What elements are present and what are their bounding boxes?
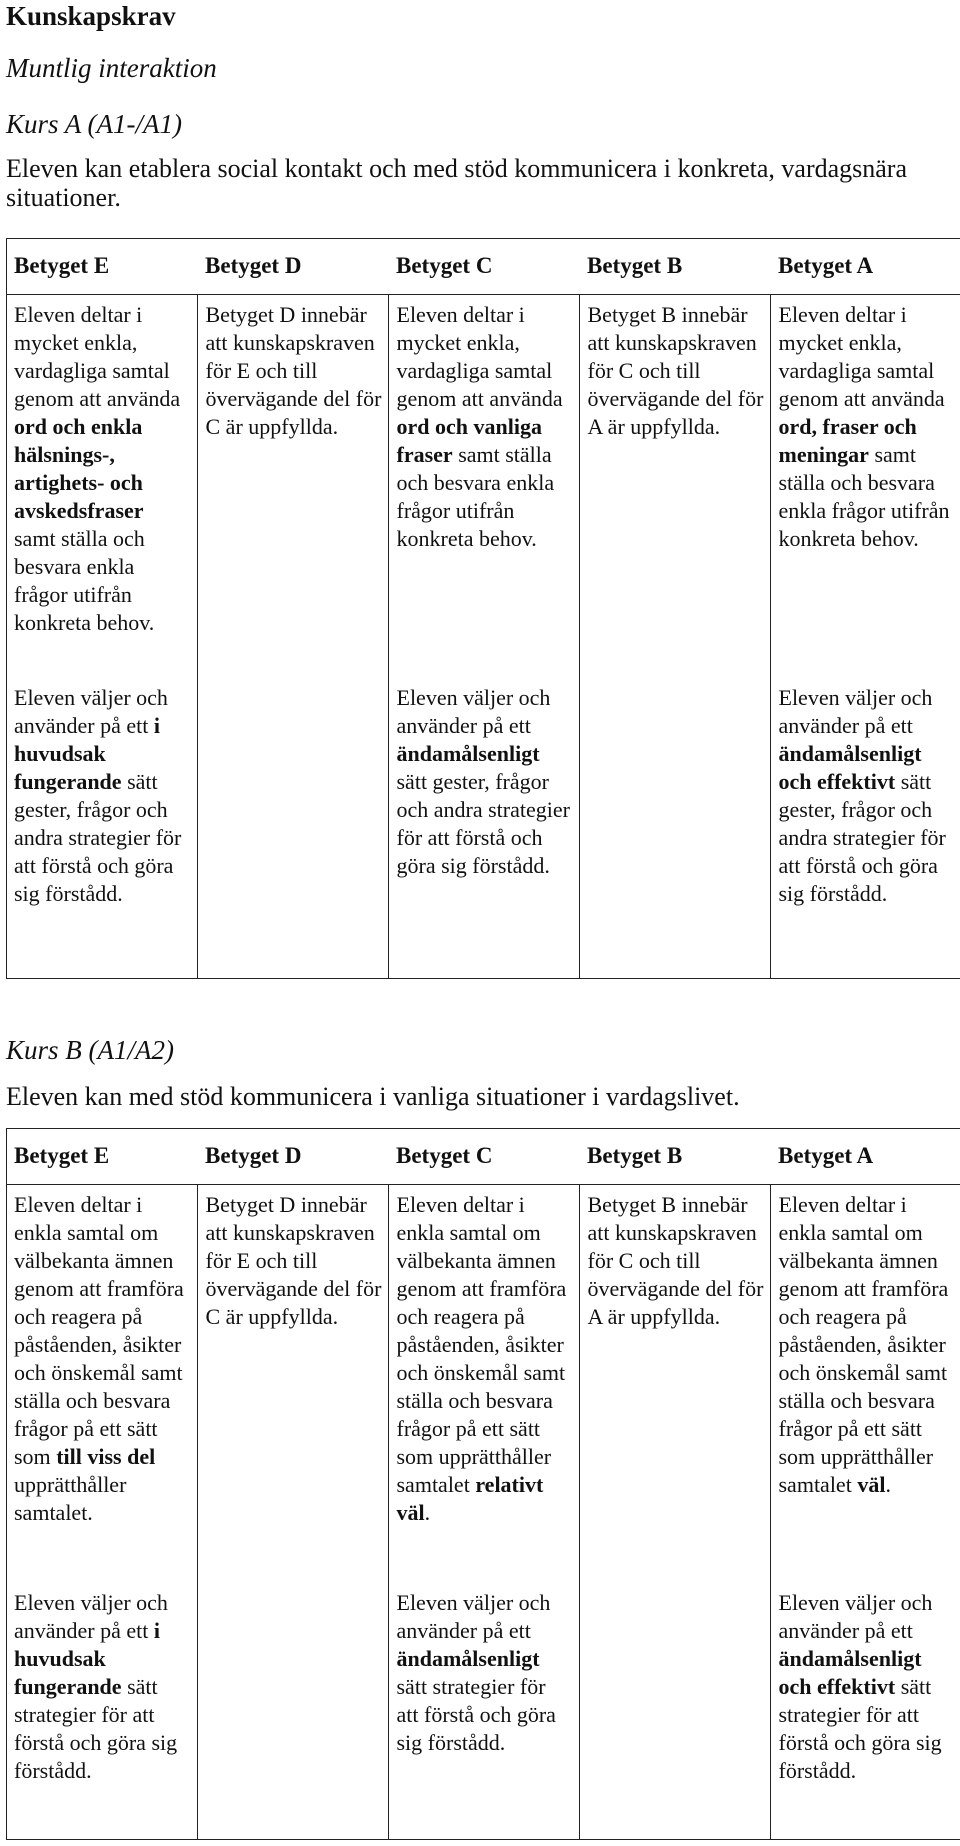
section-heading: Muntlig interaktion xyxy=(6,53,217,83)
cell-text: . xyxy=(885,1471,891,1497)
course-a-header-row xyxy=(6,238,960,294)
course-a-grade-header: Betyget A xyxy=(770,238,960,294)
course-a-cell-b xyxy=(579,294,770,684)
course-b-grade-header: Betyget A xyxy=(770,1128,960,1184)
cell-emphasis: ord, fraser och meningar xyxy=(778,413,917,467)
course-a-grade-header: Betyget C xyxy=(388,238,579,294)
course-b-cell-d xyxy=(197,1184,388,1589)
cell-text: samt ställa och besvara enkla frågor utifrån konkreta behov. xyxy=(14,525,155,635)
course-b-cell-e xyxy=(6,1589,197,1840)
course-b-grade-header: Betyget B xyxy=(579,1128,770,1184)
course-b-grade-header: Betyget E xyxy=(6,1128,197,1184)
course-b-grade-header: Betyget D xyxy=(197,1128,388,1184)
cell-emphasis: ord och vanliga fraser xyxy=(396,413,542,467)
cell-emphasis: ändamålsenligt xyxy=(396,741,540,766)
course-b-cell-d xyxy=(197,1589,388,1840)
cell-emphasis: till viss del xyxy=(56,1443,156,1469)
course-b-cell-a xyxy=(770,1184,960,1589)
course-a-grade-header: Betyget D xyxy=(197,238,388,294)
course-b-strategy-row xyxy=(6,1589,960,1840)
course-a-intro: Eleven kan etablera social kontakt och med stöd kommunicera i konkreta, vardagsnära situationer. xyxy=(6,154,907,212)
cell-text: Eleven väljer och använder på ett xyxy=(778,1590,933,1643)
cell-text: Betyget D innebär att kunskapskraven för E och till övervägande del för C är uppfyllda. xyxy=(205,1191,382,1329)
course-a-cell-c xyxy=(388,684,579,979)
cell-text: sätt gester, frågor och andra strategier för att förstå och göra sig förstådd. xyxy=(14,769,182,906)
cell-text: Betyget B innebär att kunskapskraven för C och till övervägande del för A är uppfyllda. xyxy=(587,1191,764,1329)
course-a-heading: Kurs A (A1-/A1) xyxy=(6,109,183,139)
course-a-grade-header: Betyget B xyxy=(579,238,770,294)
course-b-grade-header: Betyget C xyxy=(388,1128,579,1184)
course-b-cell-a xyxy=(770,1589,960,1840)
cell-text: Betyget B innebär att kunskapskraven för C och till övervägande del för A är uppfyllda. xyxy=(587,301,764,439)
course-b-cell-c xyxy=(388,1184,579,1589)
cell-text: sätt strategier för att förstå och göra sig förstådd. xyxy=(778,1674,942,1783)
cell-emphasis: ändamålsenligt och effektivt xyxy=(778,741,922,794)
cell-text: Eleven deltar i mycket enkla, vardagliga samtal genom att använda xyxy=(778,301,945,411)
course-b-table xyxy=(6,1128,960,1840)
course-b-header-row xyxy=(6,1128,960,1184)
course-b-cell-c xyxy=(388,1589,579,1840)
cell-text: samt ställa och besvara enkla frågor utifrån konkreta behov. xyxy=(396,441,555,551)
cell-emphasis: ord och enkla hälsnings-, artighets- och avskedsfraser xyxy=(14,413,144,523)
cell-text: sätt strategier för att förstå och göra sig förstådd. xyxy=(396,1674,556,1755)
course-a-cell-b xyxy=(579,684,770,979)
cell-text: sätt gester, frågor och andra strategier för att förstå och göra sig förstådd. xyxy=(396,769,570,878)
course-a-cell-a xyxy=(770,684,960,979)
cell-text: upprätthåller samtalet. xyxy=(14,1471,127,1525)
cell-text: Eleven deltar i mycket enkla, vardagliga samtal genom att använda xyxy=(14,301,181,411)
cell-text: Eleven deltar i enkla samtal om välbekanta ämnen genom att framföra och reagera på påståenden, åsikter och önskemål samt ställa och besvara frågor på ett sätt som xyxy=(14,1191,184,1469)
course-a-cell-e xyxy=(6,684,197,979)
course-b-heading: Kurs B (A1/A2) xyxy=(6,1035,174,1065)
course-a-cell-a xyxy=(770,294,960,684)
course-b-cell-e xyxy=(6,1184,197,1589)
cell-text: . xyxy=(424,1499,431,1525)
course-a-cell-e xyxy=(6,294,197,684)
cell-emphasis: ändamålsenligt xyxy=(396,1646,540,1671)
course-a-cell-c xyxy=(388,294,579,684)
course-b-criteria-row xyxy=(6,1184,960,1589)
cell-emphasis: i huvudsak fungerande xyxy=(14,713,160,794)
course-a-criteria-row xyxy=(6,294,960,684)
course-a-cell-d xyxy=(197,294,388,684)
cell-text: Eleven väljer och använder på ett xyxy=(396,685,551,738)
cell-text: Eleven deltar i enkla samtal om välbekanta ämnen genom att framföra och reagera på påståenden, åsikter och önskemål samt ställa och besvara frågor på ett sätt som upprätthåller samtalet xyxy=(778,1191,949,1497)
cell-text: Eleven väljer och använder på ett xyxy=(396,1590,551,1643)
page-title: Kunskapskrav xyxy=(6,1,176,31)
cell-text: Betyget D innebär att kunskapskraven för E och till övervägande del för C är uppfyllda. xyxy=(205,301,382,439)
course-b-cell-b xyxy=(579,1589,770,1840)
course-a-table xyxy=(6,238,960,979)
cell-text: Eleven deltar i enkla samtal om välbekanta ämnen genom att framföra och reagera på påståenden, åsikter och önskemål samt ställa och besvara frågor på ett sätt som upprätthåller samtalet xyxy=(396,1191,567,1497)
cell-emphasis: väl xyxy=(857,1471,886,1497)
cell-emphasis: relativt väl xyxy=(396,1471,544,1525)
cell-text: Eleven deltar i mycket enkla, vardagliga samtal genom att använda xyxy=(396,301,563,411)
cell-emphasis: i huvudsak fungerande xyxy=(14,1618,160,1699)
cell-text: Eleven väljer och använder på ett xyxy=(778,685,933,738)
course-b-cell-b xyxy=(579,1184,770,1589)
cell-text: Eleven väljer och använder på ett xyxy=(14,685,168,738)
cell-emphasis: ändamålsenligt och effektivt xyxy=(778,1646,922,1699)
cell-text: Eleven väljer och använder på ett xyxy=(14,1590,168,1643)
course-b-intro: Eleven kan med stöd kommunicera i vanliga situationer i vardagslivet. xyxy=(6,1082,740,1111)
course-a-strategy-row xyxy=(6,684,960,979)
cell-text: sätt gester, frågor och andra strategier för att förstå och göra sig förstådd. xyxy=(778,769,946,906)
cell-text: samt ställa och besvara enkla frågor utifrån konkreta behov. xyxy=(778,441,950,551)
course-a-grade-header: Betyget E xyxy=(6,238,197,294)
cell-text: sätt strategier för att förstå och göra sig förstådd. xyxy=(14,1674,178,1783)
course-a-cell-d xyxy=(197,684,388,979)
